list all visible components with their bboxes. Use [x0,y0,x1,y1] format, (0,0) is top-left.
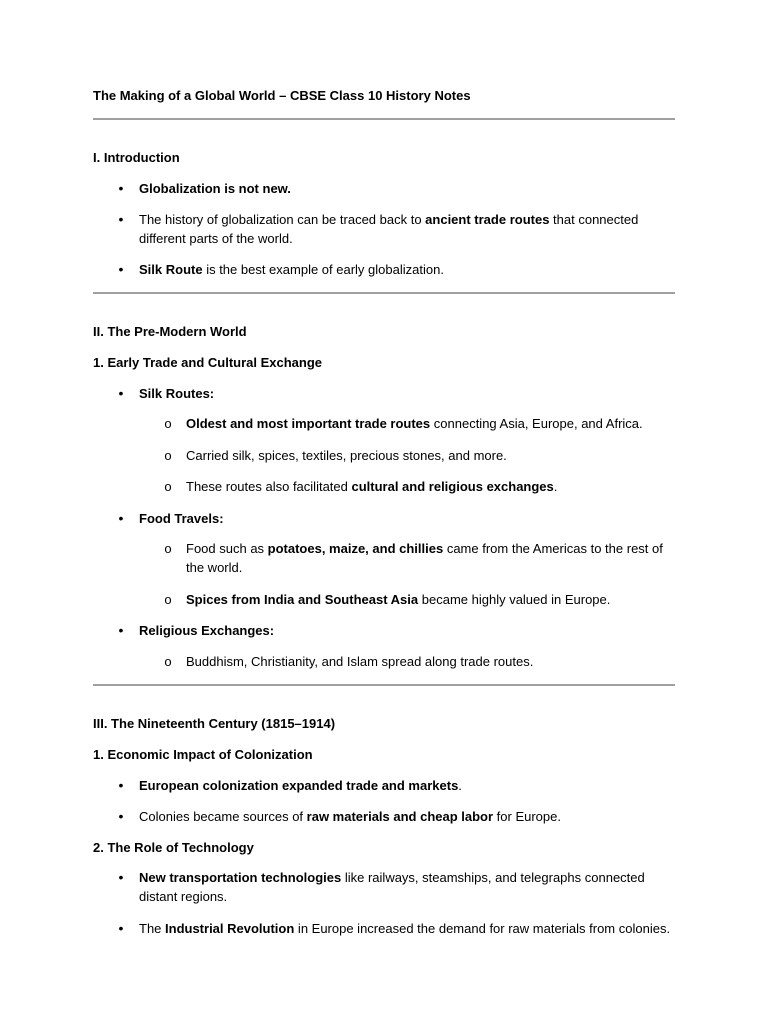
list-item: • Silk Route is the best example of early globalization. [139,260,675,279]
list-item: • European colonization expanded trade and markets. [139,776,675,795]
bullet-marker: • [118,777,124,793]
divider [93,292,675,294]
bullet-marker: • [118,869,124,885]
bullet-marker: • [118,385,124,401]
sub-list-item: o Spices from India and Southeast Asia became highly valued in Europe. [186,590,675,609]
subsection-heading: 2. The Role of Technology [93,840,254,855]
subsection-heading: 1. Economic Impact of Colonization [93,747,313,762]
sub-list-item: o Buddhism, Christianity, and Islam spread along trade routes. [186,652,675,671]
list-item: • Colonies became sources of raw materials and cheap labor for Europe. [139,807,675,826]
list-item: • Globalization is not new. [139,179,675,198]
list-item: • The history of globalization can be traced back to ancient trade routes that connected different parts of the world. [139,210,675,248]
sub-list-item: o Oldest and most important trade routes connecting Asia, Europe, and Africa. [186,414,675,433]
bullet-marker: • [118,920,124,936]
list-item: • New transportation technologies like railways, steamships, and telegraphs connected distant regions. [139,868,675,906]
list-item: • Food Travels: [139,509,675,528]
sub-list-item: o These routes also facilitated cultural and religious exchanges. [186,477,675,496]
bullet-marker: • [118,808,124,824]
sub-bullet-marker: o [164,654,172,669]
sub-bullet-marker: o [164,416,172,431]
list-item: • The Industrial Revolution in Europe increased the demand for raw materials from colonies. [139,919,675,938]
bullet-marker: • [118,211,124,227]
section-heading-nineteenth-century: III. The Nineteenth Century (1815–1914) [93,716,336,731]
sub-list-item: o Carried silk, spices, textiles, precious stones, and more. [186,446,675,465]
subsection-heading: 1. Early Trade and Cultural Exchange [93,355,323,370]
sub-bullet-marker: o [164,448,172,463]
divider [93,684,675,686]
bullet-marker: • [118,622,124,638]
document-title: The Making of a Global World – CBSE Class 10 History Notes [93,88,471,103]
sub-bullet-marker: o [164,479,172,494]
bullet-marker: • [118,261,124,277]
list-item: • Religious Exchanges: [139,621,675,640]
section-heading-introduction: I. Introduction [93,150,180,165]
bullet-marker: • [118,510,124,526]
bullet-marker: • [118,180,124,196]
list-item: • Silk Routes: [139,384,675,403]
sub-bullet-marker: o [164,541,172,556]
section-heading-pre-modern: II. The Pre-Modern World [93,324,247,339]
sub-bullet-marker: o [164,592,172,607]
divider [93,118,675,120]
sub-list-item: o Food such as potatoes, maize, and chillies came from the Americas to the rest of the world. [186,539,675,577]
